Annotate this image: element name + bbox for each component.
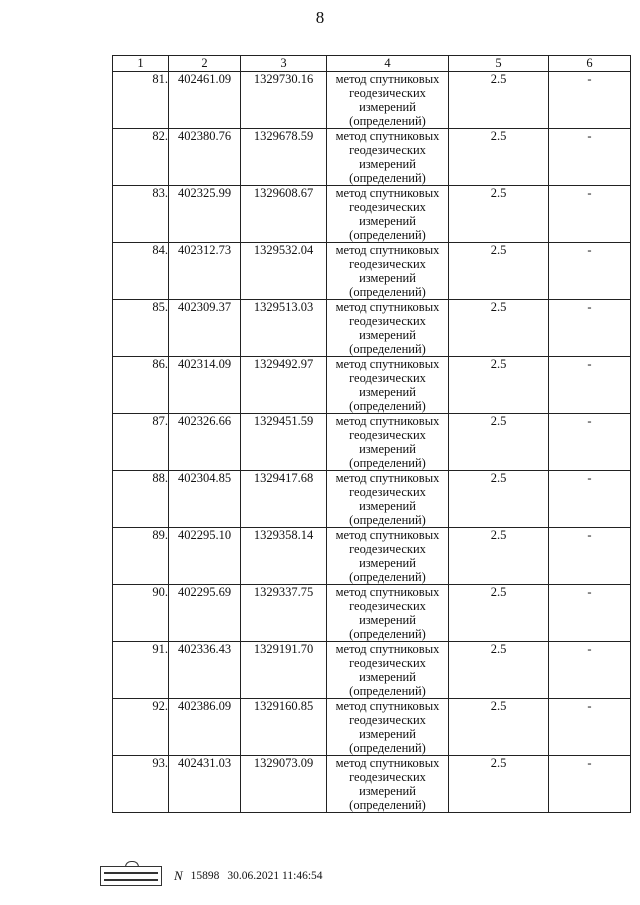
point-number-cell: 84. [113, 243, 169, 300]
table-row [113, 528, 631, 585]
method-cell: метод спутниковых геодезических измерений (определений) [327, 585, 449, 642]
government-stamp-icon [100, 866, 162, 886]
y-coordinate-cell: 1329532.04 [241, 243, 327, 300]
accuracy-cell: 2.5 [449, 357, 549, 414]
method-cell: метод спутниковых геодезических измерений (определений) [327, 72, 449, 129]
header-col-6: 6 [549, 56, 631, 72]
accuracy-cell: 2.5 [449, 129, 549, 186]
footer-registration [100, 865, 323, 887]
table-row [113, 357, 631, 414]
point-number-cell: 90. [113, 585, 169, 642]
table-row [113, 699, 631, 756]
note-cell: - [549, 414, 631, 471]
method-cell: метод спутниковых геодезических измерений (определений) [327, 186, 449, 243]
note-cell: - [549, 699, 631, 756]
page-number: 8 [315, 8, 325, 27]
header-col-3: 3 [241, 56, 327, 72]
y-coordinate-cell: 1329160.85 [241, 699, 327, 756]
doc-number-mark: N [174, 868, 183, 883]
point-number-cell: 82. [113, 129, 169, 186]
x-coordinate-cell: 402312.73 [169, 243, 241, 300]
table-body [113, 72, 631, 813]
method-cell: метод спутниковых геодезических измерений (определений) [327, 699, 449, 756]
table-row [113, 756, 631, 813]
note-cell: - [549, 585, 631, 642]
note-cell: - [549, 243, 631, 300]
accuracy-cell: 2.5 [449, 72, 549, 129]
point-number-cell: 85. [113, 300, 169, 357]
method-cell: метод спутниковых геодезических измерений (определений) [327, 528, 449, 585]
y-coordinate-cell: 1329492.97 [241, 357, 327, 414]
y-coordinate-cell: 1329073.09 [241, 756, 327, 813]
header-col-1: 1 [113, 56, 169, 72]
y-coordinate-cell: 1329337.75 [241, 585, 327, 642]
accuracy-cell: 2.5 [449, 243, 549, 300]
accuracy-cell: 2.5 [449, 585, 549, 642]
y-coordinate-cell: 1329678.59 [241, 129, 327, 186]
x-coordinate-cell: 402314.09 [169, 357, 241, 414]
accuracy-cell: 2.5 [449, 756, 549, 813]
table-row [113, 414, 631, 471]
x-coordinate-cell: 402325.99 [169, 186, 241, 243]
y-coordinate-cell: 1329730.16 [241, 72, 327, 129]
accuracy-cell: 2.5 [449, 414, 549, 471]
y-coordinate-cell: 1329608.67 [241, 186, 327, 243]
note-cell: - [549, 186, 631, 243]
x-coordinate-cell: 402461.09 [169, 72, 241, 129]
header-col-5: 5 [449, 56, 549, 72]
x-coordinate-cell: 402431.03 [169, 756, 241, 813]
point-number-cell: 86. [113, 357, 169, 414]
y-coordinate-cell: 1329513.03 [241, 300, 327, 357]
x-coordinate-cell: 402386.09 [169, 699, 241, 756]
point-number-cell: 89. [113, 528, 169, 585]
note-cell: - [549, 528, 631, 585]
note-cell: - [549, 756, 631, 813]
method-cell: метод спутниковых геодезических измерений (определений) [327, 300, 449, 357]
point-number-cell: 87. [113, 414, 169, 471]
point-number-cell: 92. [113, 699, 169, 756]
point-number-cell: 81. [113, 72, 169, 129]
method-cell: метод спутниковых геодезических измерений (определений) [327, 756, 449, 813]
coordinates-table [112, 55, 631, 813]
y-coordinate-cell: 1329451.59 [241, 414, 327, 471]
method-cell: метод спутниковых геодезических измерений (определений) [327, 471, 449, 528]
accuracy-cell: 2.5 [449, 471, 549, 528]
table-row [113, 72, 631, 129]
y-coordinate-cell: 1329417.68 [241, 471, 327, 528]
x-coordinate-cell: 402380.76 [169, 129, 241, 186]
x-coordinate-cell: 402295.69 [169, 585, 241, 642]
y-coordinate-cell: 1329191.70 [241, 642, 327, 699]
table-row [113, 186, 631, 243]
doc-date-time: 30.06.2021 11:46:54 [227, 870, 323, 882]
doc-number: 15898 [190, 870, 220, 882]
method-cell: метод спутниковых геодезических измерений (определений) [327, 357, 449, 414]
note-cell: - [549, 642, 631, 699]
note-cell: - [549, 129, 631, 186]
method-cell: метод спутниковых геодезических измерений (определений) [327, 414, 449, 471]
accuracy-cell: 2.5 [449, 186, 549, 243]
note-cell: - [549, 357, 631, 414]
note-cell: - [549, 471, 631, 528]
header-col-2: 2 [169, 56, 241, 72]
accuracy-cell: 2.5 [449, 300, 549, 357]
method-cell: метод спутниковых геодезических измерений (определений) [327, 642, 449, 699]
table-row [113, 300, 631, 357]
accuracy-cell: 2.5 [449, 642, 549, 699]
y-coordinate-cell: 1329358.14 [241, 528, 327, 585]
x-coordinate-cell: 402295.10 [169, 528, 241, 585]
x-coordinate-cell: 402309.37 [169, 300, 241, 357]
x-coordinate-cell: 402304.85 [169, 471, 241, 528]
table-row [113, 585, 631, 642]
point-number-cell: 83. [113, 186, 169, 243]
point-number-cell: 88. [113, 471, 169, 528]
x-coordinate-cell: 402336.43 [169, 642, 241, 699]
table-row [113, 471, 631, 528]
table-row [113, 129, 631, 186]
point-number-cell: 91. [113, 642, 169, 699]
header-col-4: 4 [327, 56, 449, 72]
method-cell: метод спутниковых геодезических измерений (определений) [327, 243, 449, 300]
accuracy-cell: 2.5 [449, 699, 549, 756]
method-cell: метод спутниковых геодезических измерений (определений) [327, 129, 449, 186]
accuracy-cell: 2.5 [449, 528, 549, 585]
point-number-cell: 93. [113, 756, 169, 813]
table-row [113, 243, 631, 300]
x-coordinate-cell: 402326.66 [169, 414, 241, 471]
header-row [113, 56, 631, 72]
note-cell: - [549, 72, 631, 129]
table-row [113, 642, 631, 699]
note-cell: - [549, 300, 631, 357]
